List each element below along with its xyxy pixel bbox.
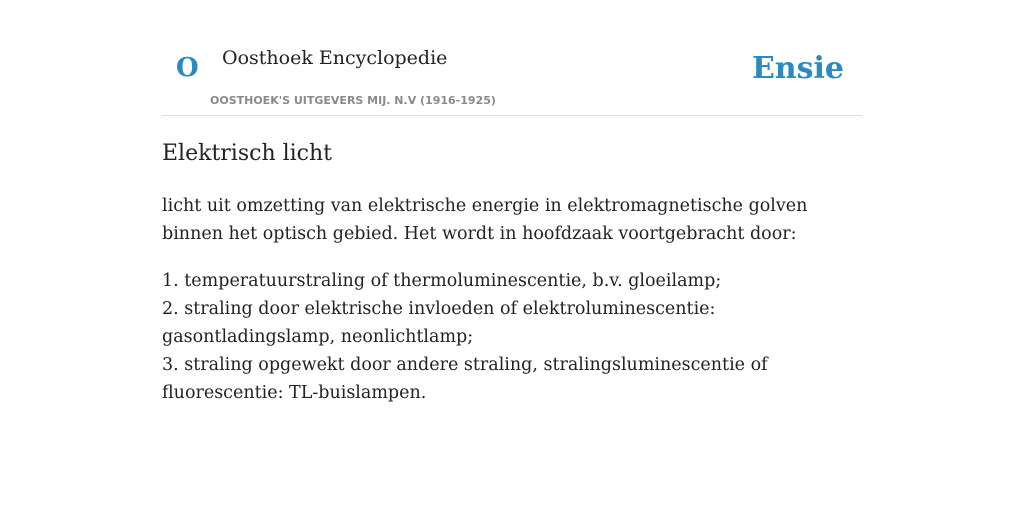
list-item: 2. straling door elektrische invloeden of elektroluminescentie: gasontladingslamp, neonlichtlamp; [162,299,716,347]
site-title[interactable]: Oosthoek Encyclopedie [222,47,448,69]
header [162,0,862,116]
list-item: 3. straling opgewekt door andere straling, stralingsluminescentie of fluorescentie: TL-buislampen. [162,355,768,403]
list-item: 1. temperatuurstraling of thermoluminescentie, b.v. gloeilamp; [162,271,722,291]
logo-letter[interactable]: O [176,53,199,83]
article-title: Elektrisch licht [162,141,333,166]
page-container [162,0,862,403]
site-subtitle: OOSTHOEK'S UITGEVERS MIJ. N.V (1916-1925) [210,94,496,107]
ensie-logo-link[interactable]: Ensie [751,51,844,86]
article-body [162,192,862,407]
article-intro: licht uit omzetting van elektrische energie in elektromagnetische golven binnen het optisch gebied. Het wordt in hoofdzaak voortgebracht door: [162,196,808,244]
